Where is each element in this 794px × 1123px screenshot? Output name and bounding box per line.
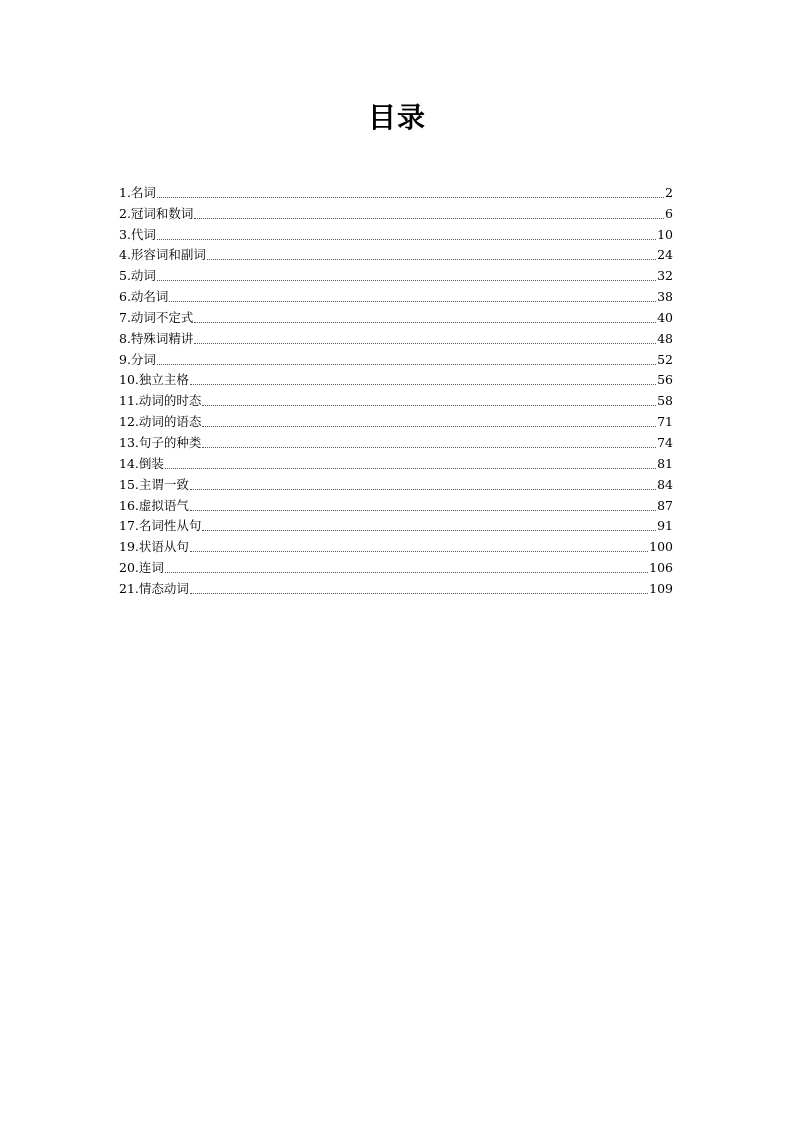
toc-entry[interactable] — [119, 243, 673, 264]
toc-entry-label: 19.状语从句 — [119, 539, 189, 555]
dot-leader — [202, 404, 656, 406]
dot-leader — [194, 217, 664, 219]
toc-entry-label: 7.动词不定式 — [119, 309, 194, 325]
dot-leader — [169, 300, 656, 302]
toc-entry[interactable] — [119, 222, 673, 243]
toc-entry-label: 16.虚拟语气 — [119, 497, 189, 513]
toc-entry-page: 81 — [657, 455, 673, 471]
toc-entry-page: 74 — [657, 434, 673, 450]
dot-leader — [190, 383, 656, 385]
toc-entry-label: 5.动词 — [119, 268, 156, 284]
toc-entry-label: 15.主谓一致 — [119, 476, 189, 492]
toc-entry[interactable] — [119, 368, 673, 389]
toc-entry[interactable] — [119, 555, 673, 576]
dot-leader — [194, 342, 656, 344]
toc-entry[interactable] — [119, 263, 673, 284]
toc-entry-label: 20.连词 — [119, 560, 164, 576]
toc-entry-label: 11.动词的时态 — [119, 393, 202, 409]
toc-entry-page: 91 — [657, 518, 673, 534]
dot-leader — [194, 321, 656, 323]
toc-entry-page: 109 — [649, 580, 673, 596]
toc-entry-label: 17.名词性从句 — [119, 518, 202, 534]
toc-entry-page: 106 — [649, 560, 673, 576]
table-of-contents — [119, 180, 673, 597]
toc-entry-label: 14.倒装 — [119, 455, 164, 471]
toc-entry-page: 52 — [657, 351, 673, 367]
dot-leader — [157, 363, 656, 365]
toc-entry-page: 56 — [657, 372, 673, 388]
toc-entry[interactable] — [119, 284, 673, 305]
dot-leader — [190, 592, 648, 594]
toc-entry-page: 40 — [657, 309, 673, 325]
dot-leader — [157, 279, 656, 281]
toc-entry-label: 8.特殊词精讲 — [119, 330, 194, 346]
toc-entry[interactable] — [119, 514, 673, 535]
toc-entry-page: 48 — [657, 330, 673, 346]
toc-entry[interactable] — [119, 347, 673, 368]
dot-leader — [202, 529, 656, 531]
toc-entry-label: 13.句子的种类 — [119, 434, 202, 450]
toc-entry[interactable] — [119, 472, 673, 493]
toc-entry[interactable] — [119, 388, 673, 409]
dot-leader — [165, 571, 648, 573]
toc-entry[interactable] — [119, 409, 673, 430]
toc-entry-page: 24 — [657, 247, 673, 263]
dot-leader — [165, 467, 656, 469]
toc-entry[interactable] — [119, 430, 673, 451]
toc-entry-label: 3.代词 — [119, 226, 156, 242]
toc-entry-label: 9.分词 — [119, 351, 156, 367]
toc-entry[interactable] — [119, 576, 673, 597]
toc-entry-page: 87 — [657, 497, 673, 513]
toc-entry-page: 100 — [649, 539, 673, 555]
toc-entry-label: 1.名词 — [119, 184, 156, 200]
toc-title: 目录 — [367, 101, 426, 134]
toc-entry-page: 71 — [657, 414, 673, 430]
toc-entry-page: 10 — [657, 226, 673, 242]
dot-leader — [202, 425, 656, 427]
dot-leader — [190, 509, 656, 511]
toc-entry[interactable] — [119, 493, 673, 514]
toc-entry-page: 58 — [657, 393, 673, 409]
toc-entry-page: 84 — [657, 476, 673, 492]
toc-entry-label: 2.冠词和数词 — [119, 205, 194, 221]
toc-entry[interactable] — [119, 180, 673, 201]
dot-leader — [190, 488, 656, 490]
dot-leader — [157, 238, 656, 240]
toc-entry-label: 6.动名词 — [119, 289, 169, 305]
toc-entry[interactable] — [119, 201, 673, 222]
toc-entry-label: 10.独立主格 — [119, 372, 189, 388]
toc-entry[interactable] — [119, 305, 673, 326]
dot-leader — [207, 258, 656, 260]
toc-entry-label: 4.形容词和副词 — [119, 247, 206, 263]
toc-entry-page: 6 — [665, 205, 673, 221]
dot-leader — [157, 196, 664, 198]
toc-entry-label: 12.动词的语态 — [119, 414, 202, 430]
toc-entry[interactable] — [119, 534, 673, 555]
toc-entry-page: 32 — [657, 268, 673, 284]
toc-entry[interactable] — [119, 326, 673, 347]
dot-leader — [202, 446, 656, 448]
toc-entry-label: 21.情态动词 — [119, 580, 189, 596]
dot-leader — [190, 550, 648, 552]
toc-entry-page: 2 — [665, 184, 673, 200]
toc-entry[interactable] — [119, 451, 673, 472]
toc-entry-page: 38 — [657, 289, 673, 305]
